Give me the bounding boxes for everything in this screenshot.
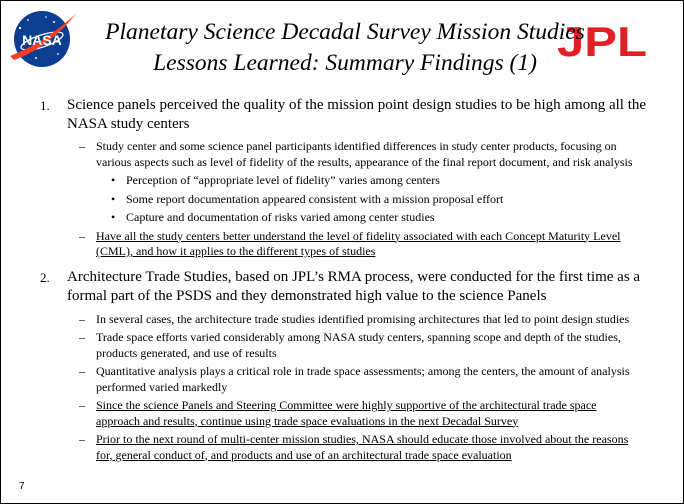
finding-2-subitem-4	[1, 398, 641, 429]
subitem-text: In several cases, the architecture trade studies identified promising architectures that led to point design studies	[96, 311, 630, 326]
bullet-text: Capture and documentation of risks varied among center studies	[126, 210, 435, 224]
nasa-logo-icon	[6, 8, 78, 70]
finding-number: 1.	[40, 98, 50, 113]
dot-bullet: •	[111, 191, 116, 206]
subitem-text: Quantitative analysis plays a critical role in trade space assessments; among the centers, the amount of analysis performed varied markedly	[96, 364, 630, 394]
dash-bullet: –	[79, 398, 85, 412]
finding-1-bullet-1	[1, 173, 646, 189]
finding-2-subitem-2	[1, 330, 641, 361]
subitem-text-recommendation: Since the science Panels and Steering Committee were highly supportive of the architectural trade space approach and results, continue using trade space evaluations in the next Decadal Survey	[96, 398, 597, 428]
nasa-logo-text: NASA	[22, 32, 62, 48]
finding-number: 2.	[40, 269, 50, 285]
finding-1-subitem-1	[1, 139, 641, 170]
findings-list	[1, 96, 684, 466]
finding-2	[1, 268, 647, 306]
finding-text: Science panels perceived the quality of the mission point design studies to be high among all the NASA study centers	[67, 97, 647, 132]
bullet-text: Some report documentation appeared consistent with a mission proposal effort	[126, 191, 504, 206]
finding-text: Architecture Trade Studies, based on JPL’s RMA process, were conducted for the first time as a formal part of the PSDS and they demonstrated high value to the science Panels	[67, 268, 641, 304]
jpl-logo-text: JPL	[557, 23, 647, 60]
subitem-text-recommendation: Have all the study centers better understand the level of fidelity associated with each Concept Maturity Level (CML), and how it applies to the different types of studies	[96, 228, 621, 258]
dash-bullet: –	[79, 228, 85, 243]
title-line-1: Planetary Science Decadal Survey Mission Studies	[105, 19, 585, 45]
subitem-text: Study center and some science panel participants identified differences in study center products, focusing on various aspects such as level of fidelity of the results, appearance of the final report document, and risk analysis	[96, 139, 633, 169]
dash-bullet: –	[79, 364, 85, 378]
finding-1-subitem-2	[1, 229, 641, 260]
dash-bullet: –	[79, 432, 85, 446]
bullet-text: Perception of “appropriate level of fidelity” varies among centers	[126, 173, 440, 187]
finding-1-bullet-2	[1, 192, 646, 208]
dot-bullet: •	[111, 173, 116, 187]
finding-2-subitem-5	[1, 432, 641, 463]
dash-bullet: –	[79, 311, 85, 326]
finding-1-bullet-3	[1, 210, 646, 226]
subitem-text-recommendation: Prior to the next round of multi-center mission studies, NASA should educate those involved about the reasons for, general conduct of, and products and use of an architectural trade space evaluation	[96, 432, 629, 462]
finding-2-subitem-1	[1, 312, 641, 328]
dash-bullet: –	[79, 139, 85, 153]
dot-bullet: •	[111, 210, 116, 224]
subitem-text: Trade space efforts varied considerably among NASA study centers, spanning scope and depth of the studies, products generated, and use of results	[96, 330, 621, 360]
page-number: 7	[19, 481, 25, 492]
slide-title	[75, 17, 615, 79]
dash-bullet: –	[79, 330, 85, 344]
finding-1	[1, 96, 647, 134]
title-line-2: Lessons Learned: Summary Findings (1)	[153, 50, 537, 76]
finding-2-subitem-3	[1, 364, 641, 395]
